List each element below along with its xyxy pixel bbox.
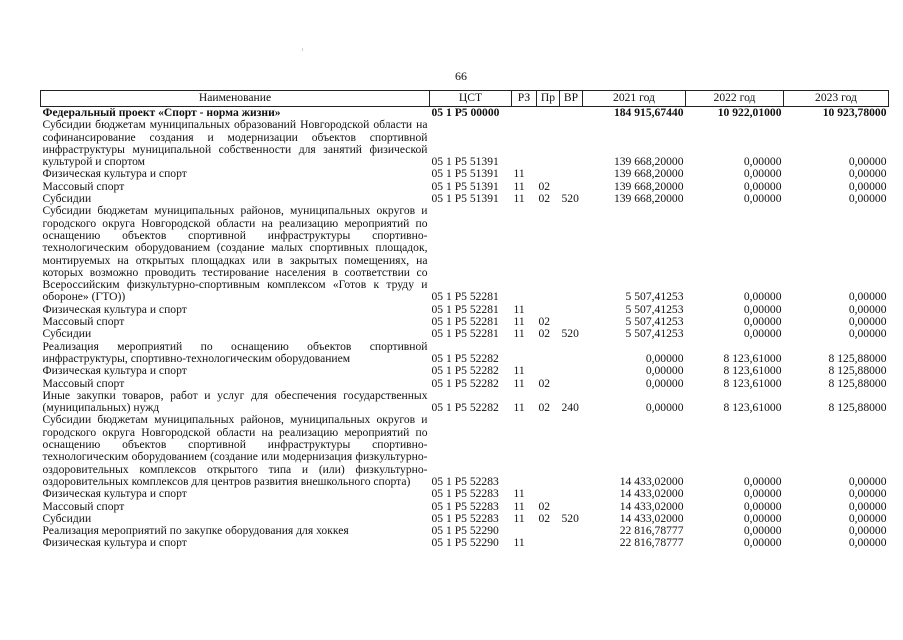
row-name: Физическая культура и спорт bbox=[42, 167, 187, 181]
row-2023: 8 125,88000 bbox=[828, 364, 887, 378]
row-name: Иные закупки товаров, работ и услуг для обеспечения государственных (муниципальных) нужд bbox=[42, 388, 428, 415]
row-name: Реализация мероприятий по закупке оборудования для хоккея bbox=[42, 524, 349, 538]
row-2021: 0,00000 bbox=[645, 376, 684, 390]
row-2021: 14 433,02000 bbox=[619, 511, 684, 525]
row-name: Субсидии бюджетам муниципальных районов, муниципальных округов и городского округа Новгородской области на реализацию мероприятий по оснащению объектов спортивной инфраструктуры спортивно-технологическим оборудованием (создание или модернизация физкультурно-оздоровительных комплексов открытого типа и (или) физкультурно-оздоровительных комплексов для центров развития внешкольного спорта) bbox=[42, 413, 428, 488]
row-vr: 240 bbox=[561, 401, 579, 415]
row-rz: 11 bbox=[513, 487, 525, 501]
row-pr: 02 bbox=[538, 315, 551, 329]
row-cst: 05 1 P5 52281 bbox=[431, 315, 499, 329]
row-2021: 14 433,02000 bbox=[619, 499, 684, 513]
table-row bbox=[41, 168, 889, 180]
row-cst: 05 1 P5 51391 bbox=[431, 192, 499, 206]
row-vr bbox=[560, 525, 583, 537]
row-2022: 0,00000 bbox=[743, 474, 782, 488]
table-row bbox=[41, 328, 889, 340]
row-rz bbox=[512, 107, 537, 120]
row-cst: 05 1 P5 52281 bbox=[431, 302, 499, 316]
row-cst: 05 1 P5 52283 bbox=[431, 499, 499, 513]
row-2023: 0,00000 bbox=[848, 474, 887, 488]
row-name: Субсидии bbox=[42, 511, 92, 525]
row-pr bbox=[537, 537, 560, 549]
row-2022: 0,00000 bbox=[743, 302, 782, 316]
row-2023: 0,00000 bbox=[848, 179, 887, 193]
table-row bbox=[41, 365, 889, 377]
row-rz: 11 bbox=[513, 192, 525, 206]
table-body bbox=[41, 107, 889, 550]
row-vr: 520 bbox=[561, 327, 579, 341]
row-cst: 05 1 P5 52283 bbox=[431, 474, 499, 488]
header-rz: РЗ bbox=[512, 91, 537, 107]
row-name: Реализация мероприятий по оснащению объектов спортивной инфраструктуры, спортивно-технологическим оборудованием bbox=[42, 339, 428, 365]
row-2022: 0,00000 bbox=[743, 167, 782, 181]
row-2022: 0,00000 bbox=[743, 179, 782, 193]
row-rz: 11 bbox=[513, 401, 525, 415]
row-2021: 184 915,67440 bbox=[613, 106, 684, 119]
row-2021: 0,00000 bbox=[645, 351, 684, 365]
row-vr: 520 bbox=[561, 511, 579, 525]
row-2022: 0,00000 bbox=[743, 499, 782, 513]
row-2022: 8 123,61000 bbox=[723, 351, 782, 365]
row-pr: 02 bbox=[538, 179, 551, 193]
row-rz bbox=[512, 341, 537, 366]
row-2023: 10 923,78000 bbox=[822, 106, 887, 119]
header-vr: ВР bbox=[560, 91, 583, 107]
row-name: Субсидии bbox=[42, 327, 92, 341]
row-cst: 05 1 P5 51391 bbox=[431, 167, 499, 181]
row-2021: 14 433,02000 bbox=[619, 487, 684, 501]
row-cst: 05 1 P5 52283 bbox=[431, 487, 499, 501]
row-2022: 0,00000 bbox=[743, 315, 782, 329]
row-2022: 10 922,01000 bbox=[717, 106, 782, 119]
row-2023: 0,00000 bbox=[848, 167, 887, 181]
row-2021: 22 816,78777 bbox=[619, 536, 684, 550]
row-2023: 0,00000 bbox=[848, 302, 887, 316]
row-cst: 05 1 P5 52282 bbox=[431, 364, 499, 378]
row-vr bbox=[560, 488, 583, 500]
row-2022: 0,00000 bbox=[743, 524, 782, 538]
row-rz: 11 bbox=[513, 302, 525, 316]
row-vr bbox=[560, 119, 583, 168]
row-name: Субсидии бюджетам муниципальных образований Новгородской области на софинансирование создания и модернизации объектов спортивной инфраструктуры муниципальной собственности для занятий физической культурой и спортом bbox=[42, 118, 428, 169]
row-2022: 0,00000 bbox=[743, 487, 782, 501]
row-2023: 8 125,88000 bbox=[828, 401, 887, 415]
row-2023: 0,00000 bbox=[848, 487, 887, 501]
header-pr: Пр bbox=[537, 91, 560, 107]
row-pr bbox=[537, 168, 560, 180]
row-2021: 5 507,41253 bbox=[625, 302, 684, 316]
row-pr bbox=[537, 119, 560, 168]
row-2021: 139 668,20000 bbox=[613, 179, 684, 193]
row-2023: 0,00000 bbox=[848, 536, 887, 550]
row-pr bbox=[537, 365, 560, 377]
row-vr bbox=[560, 168, 583, 180]
row-vr bbox=[560, 107, 583, 120]
row-2022: 0,00000 bbox=[743, 327, 782, 341]
row-cst: 05 1 P5 52282 bbox=[431, 376, 499, 390]
row-2021: 139 668,20000 bbox=[613, 167, 684, 181]
row-2022: 0,00000 bbox=[743, 536, 782, 550]
row-vr bbox=[560, 304, 583, 316]
row-2021: 0,00000 bbox=[645, 401, 684, 415]
row-vr bbox=[560, 414, 583, 488]
row-2021: 22 816,78777 bbox=[619, 524, 684, 538]
table-row bbox=[41, 205, 889, 303]
table-header-row bbox=[41, 91, 889, 107]
row-cst: 05 1 P5 51391 bbox=[431, 179, 499, 193]
row-2023: 0,00000 bbox=[848, 192, 887, 206]
row-rz: 11 bbox=[513, 499, 525, 513]
row-2021: 5 507,41253 bbox=[625, 290, 684, 304]
row-2023: 0,00000 bbox=[848, 524, 887, 538]
row-pr bbox=[537, 488, 560, 500]
row-cst: 05 1 P5 52290 bbox=[431, 536, 499, 550]
row-pr bbox=[537, 341, 560, 366]
row-rz: 11 bbox=[513, 327, 525, 341]
row-name: Физическая культура и спорт bbox=[42, 302, 187, 316]
row-2023: 0,00000 bbox=[848, 499, 887, 513]
scan-speck bbox=[302, 48, 303, 51]
row-cst: 05 1 P5 52283 bbox=[431, 511, 499, 525]
row-2023: 8 125,88000 bbox=[828, 351, 887, 365]
row-name: Физическая культура и спорт bbox=[42, 487, 187, 501]
row-2021: 5 507,41253 bbox=[625, 315, 684, 329]
row-2022: 0,00000 bbox=[743, 290, 782, 304]
table-row bbox=[41, 341, 889, 366]
row-vr bbox=[560, 341, 583, 366]
row-cst: 05 1 P5 52281 bbox=[431, 290, 499, 304]
row-vr: 520 bbox=[561, 192, 579, 206]
row-vr bbox=[560, 205, 583, 303]
row-name: Федеральный проект «Спорт - норма жизни» bbox=[42, 106, 281, 119]
row-pr bbox=[537, 107, 560, 120]
table-row bbox=[41, 488, 889, 500]
row-rz: 11 bbox=[513, 167, 525, 181]
table-row bbox=[41, 378, 889, 390]
row-2022: 0,00000 bbox=[743, 511, 782, 525]
row-2021: 139 668,20000 bbox=[613, 192, 684, 206]
row-name: Массовый спорт bbox=[42, 499, 125, 513]
row-vr bbox=[560, 378, 583, 390]
row-cst: 05 1 P5 00000 bbox=[431, 106, 500, 119]
row-rz bbox=[512, 205, 537, 303]
row-2021: 14 433,02000 bbox=[619, 474, 684, 488]
row-cst: 05 1 P5 52290 bbox=[431, 524, 499, 538]
row-2023: 0,00000 bbox=[848, 290, 887, 304]
row-2022: 8 123,61000 bbox=[723, 376, 782, 390]
budget-table bbox=[40, 90, 889, 550]
row-name: Массовый спорт bbox=[42, 315, 125, 329]
row-rz: 11 bbox=[513, 364, 525, 378]
row-rz bbox=[512, 414, 537, 488]
row-name: Физическая культура и спорт bbox=[42, 536, 187, 550]
row-2023: 0,00000 bbox=[848, 511, 887, 525]
row-pr: 02 bbox=[538, 499, 551, 513]
row-name: Физическая культура и спорт bbox=[42, 364, 187, 378]
table-row bbox=[41, 501, 889, 513]
row-vr bbox=[560, 365, 583, 377]
row-pr bbox=[537, 205, 560, 303]
row-cst: 05 1 P5 52282 bbox=[431, 351, 499, 365]
row-pr: 02 bbox=[538, 401, 551, 415]
header-cst: ЦСТ bbox=[430, 91, 512, 107]
header-2021: 2021 год bbox=[583, 91, 686, 107]
row-vr bbox=[560, 537, 583, 549]
table-row bbox=[41, 119, 889, 168]
row-2022: 0,00000 bbox=[743, 192, 782, 206]
row-vr bbox=[560, 501, 583, 513]
row-2022: 8 123,61000 bbox=[723, 364, 782, 378]
row-pr bbox=[537, 525, 560, 537]
row-name: Массовый спорт bbox=[42, 376, 125, 390]
row-name: Субсидии бюджетам муниципальных районов, муниципальных округов и городского округа Новгородской области на реализацию мероприятий по оснащению объектов спортивной инфраструктуры спортивно-технологическим оборудованием (создание малых спортивных площадок, монтируемых на открытых площадках или в закрытых помещениях, на которых возможно проводить тестирование населения в соответствии со Всероссийским физкультурно-спортивным комплексом «Готов к труду и обороне» (ГТО)) bbox=[42, 204, 428, 304]
header-2022: 2022 год bbox=[686, 91, 784, 107]
table-row bbox=[41, 414, 889, 488]
row-2023: 8 125,88000 bbox=[828, 376, 887, 390]
row-pr: 02 bbox=[538, 376, 551, 390]
table-row bbox=[41, 537, 889, 549]
row-2021: 0,00000 bbox=[645, 364, 684, 378]
row-pr: 02 bbox=[538, 327, 551, 341]
row-rz: 11 bbox=[513, 536, 525, 550]
row-2021: 139 668,20000 bbox=[613, 155, 684, 169]
row-2022: 8 123,61000 bbox=[723, 401, 782, 415]
row-pr bbox=[537, 414, 560, 488]
row-rz bbox=[512, 119, 537, 168]
row-name: Субсидии bbox=[42, 192, 92, 206]
page-number: 66 bbox=[455, 69, 467, 83]
row-pr: 02 bbox=[538, 511, 551, 525]
header-2023: 2023 год bbox=[784, 91, 889, 107]
row-rz: 11 bbox=[513, 376, 525, 390]
row-name: Массовый спорт bbox=[42, 179, 125, 193]
row-2023: 0,00000 bbox=[848, 327, 887, 341]
row-2023: 0,00000 bbox=[848, 155, 887, 169]
row-2022: 0,00000 bbox=[743, 155, 782, 169]
row-pr: 02 bbox=[538, 192, 551, 206]
row-cst: 05 1 P5 51391 bbox=[431, 155, 499, 169]
row-rz: 11 bbox=[513, 179, 525, 193]
header-name: Наименование bbox=[41, 91, 430, 107]
row-2023: 0,00000 bbox=[848, 315, 887, 329]
table-row bbox=[41, 390, 889, 415]
row-cst: 05 1 P5 52281 bbox=[431, 327, 499, 341]
row-cst: 05 1 P5 52282 bbox=[431, 401, 499, 415]
row-rz: 11 bbox=[513, 511, 525, 525]
row-rz: 11 bbox=[513, 315, 525, 329]
row-2021: 5 507,41253 bbox=[625, 327, 684, 341]
